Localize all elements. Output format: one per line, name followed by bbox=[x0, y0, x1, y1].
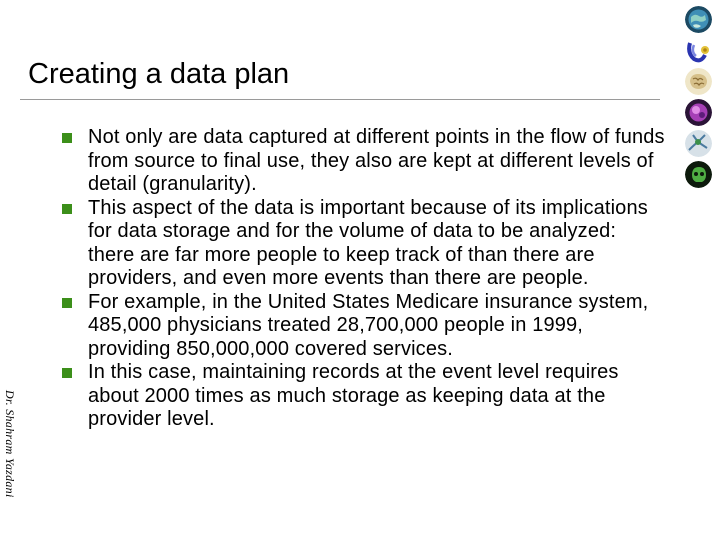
bullet-item bbox=[58, 291, 668, 362]
abstract-swirl-icon bbox=[685, 37, 712, 64]
globe-icon bbox=[685, 6, 712, 33]
slide-title: Creating a data plan bbox=[28, 58, 290, 90]
bullet-item bbox=[58, 197, 668, 291]
bullet-square-icon bbox=[62, 204, 72, 214]
skull-xray-icon bbox=[685, 161, 712, 188]
bullet-text: For example, in the United States Medicare insurance system, 485,000 physicians treated 28,700,000 people in 1999, providing 850,000,000 covered services. bbox=[88, 290, 649, 360]
bullet-text: This aspect of the data is important because of its implications for data storage and for the volume of data to be analyzed: there are far more people to keep track of than there are providers, and even more events than there are people. bbox=[88, 196, 648, 289]
brain-scan-icon bbox=[685, 68, 712, 95]
decorative-icon-strip bbox=[682, 4, 716, 190]
bullet-square-icon bbox=[62, 368, 72, 378]
title-underline bbox=[20, 99, 660, 100]
bullet-item bbox=[58, 361, 668, 432]
author-credit-text: Dr. Shahram Yazdani bbox=[3, 390, 17, 498]
bullet-text: Not only are data captured at different points in the flow of funds from source to final use, they also are kept at different levels of detail (granularity). bbox=[88, 126, 665, 195]
bullet-square-icon bbox=[62, 298, 72, 308]
neuron-image-icon bbox=[685, 130, 712, 157]
bullet-list bbox=[58, 126, 668, 432]
bullet-item bbox=[58, 126, 668, 197]
cell-image-icon bbox=[685, 99, 712, 126]
bullet-text: In this case, maintaining records at the event level requires about 2000 times as much storage as keeping data at the provider level. bbox=[88, 361, 619, 430]
author-credit bbox=[2, 390, 20, 540]
bullet-square-icon bbox=[62, 133, 72, 143]
